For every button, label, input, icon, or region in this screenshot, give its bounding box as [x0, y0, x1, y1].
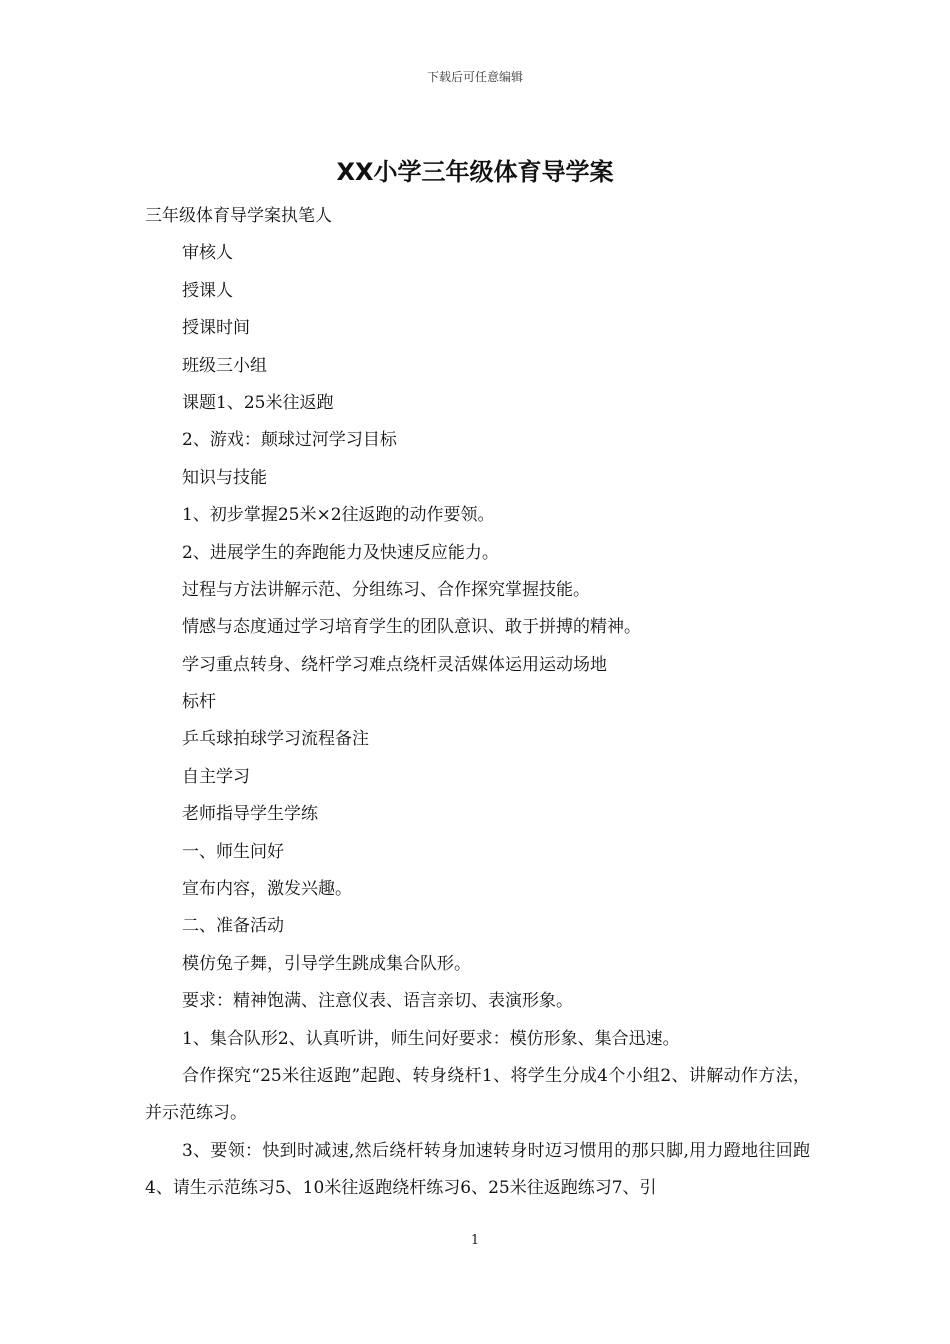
line-list	[145, 198, 810, 1058]
text-line: 乒乓球拍球学习流程备注	[182, 729, 369, 750]
text-line: 班级三小组	[182, 355, 267, 376]
text-paragraph: 合作探究“25米往返跑”起跑、转身绕杆1、将学生分成4个小组2、讲解动作方法，并示范练习。	[145, 1065, 810, 1124]
text-line: 情感与态度通过学习培育学生的团队意识、敢于拼搏的精神。	[182, 617, 641, 638]
text-line: 模仿兔子舞，引导学生跳成集合队形。	[182, 953, 471, 974]
text-line: 1、初步掌握25米×2往返跑的动作要领。	[182, 505, 495, 526]
text-line: 授课时间	[182, 318, 250, 339]
text-line: 过程与方法讲解示范、分组练习、合作探究掌握技能。	[182, 579, 590, 600]
text-paragraph: 3、要领：快到时减速,然后绕杆转身加速转身时迈习惯用的那只脚,用力蹬地往回跑4、请生示范练习5、10米往返跑绕杆练习6、25米往返跑练习7、引	[145, 1140, 810, 1199]
text-line: 审核人	[182, 243, 233, 264]
text-line: 2、进展学生的奔跑能力及快速反应能力。	[182, 542, 499, 563]
page-number: 1	[470, 1233, 480, 1248]
text-line: 课题1、25米往返跑	[182, 392, 334, 413]
text-line: 要求：精神饱满、注意仪表、语言亲切、表演形象。	[182, 991, 573, 1012]
text-line: 宣布内容，激发兴趣。	[182, 879, 352, 900]
paragraph-list	[145, 1058, 810, 1208]
header-note: 下载后可任意编辑	[426, 70, 523, 84]
document-title: XX小学三年级体育导学案	[336, 158, 614, 186]
text-line: 标杆	[182, 692, 216, 713]
text-line: 学习重点转身、绕杆学习难点绕杆灵活媒体运用运动场地	[182, 654, 607, 675]
text-line: 授课人	[182, 280, 233, 301]
text-line: 老师指导学生学练	[182, 804, 318, 825]
text-line: 一、师生问好	[182, 841, 284, 862]
text-line: 知识与技能	[182, 467, 267, 488]
text-line: 1、集合队形2、认真听讲，师生问好要求：模仿形象、集合迅速。	[182, 1028, 680, 1049]
text-line: 自主学习	[182, 766, 250, 787]
text-line: 二、准备活动	[182, 916, 284, 937]
text-line: 2、游戏：颠球过河学习目标	[182, 430, 397, 451]
document-body	[145, 198, 810, 1208]
text-line: 三年级体育导学案执笔人	[145, 206, 332, 226]
